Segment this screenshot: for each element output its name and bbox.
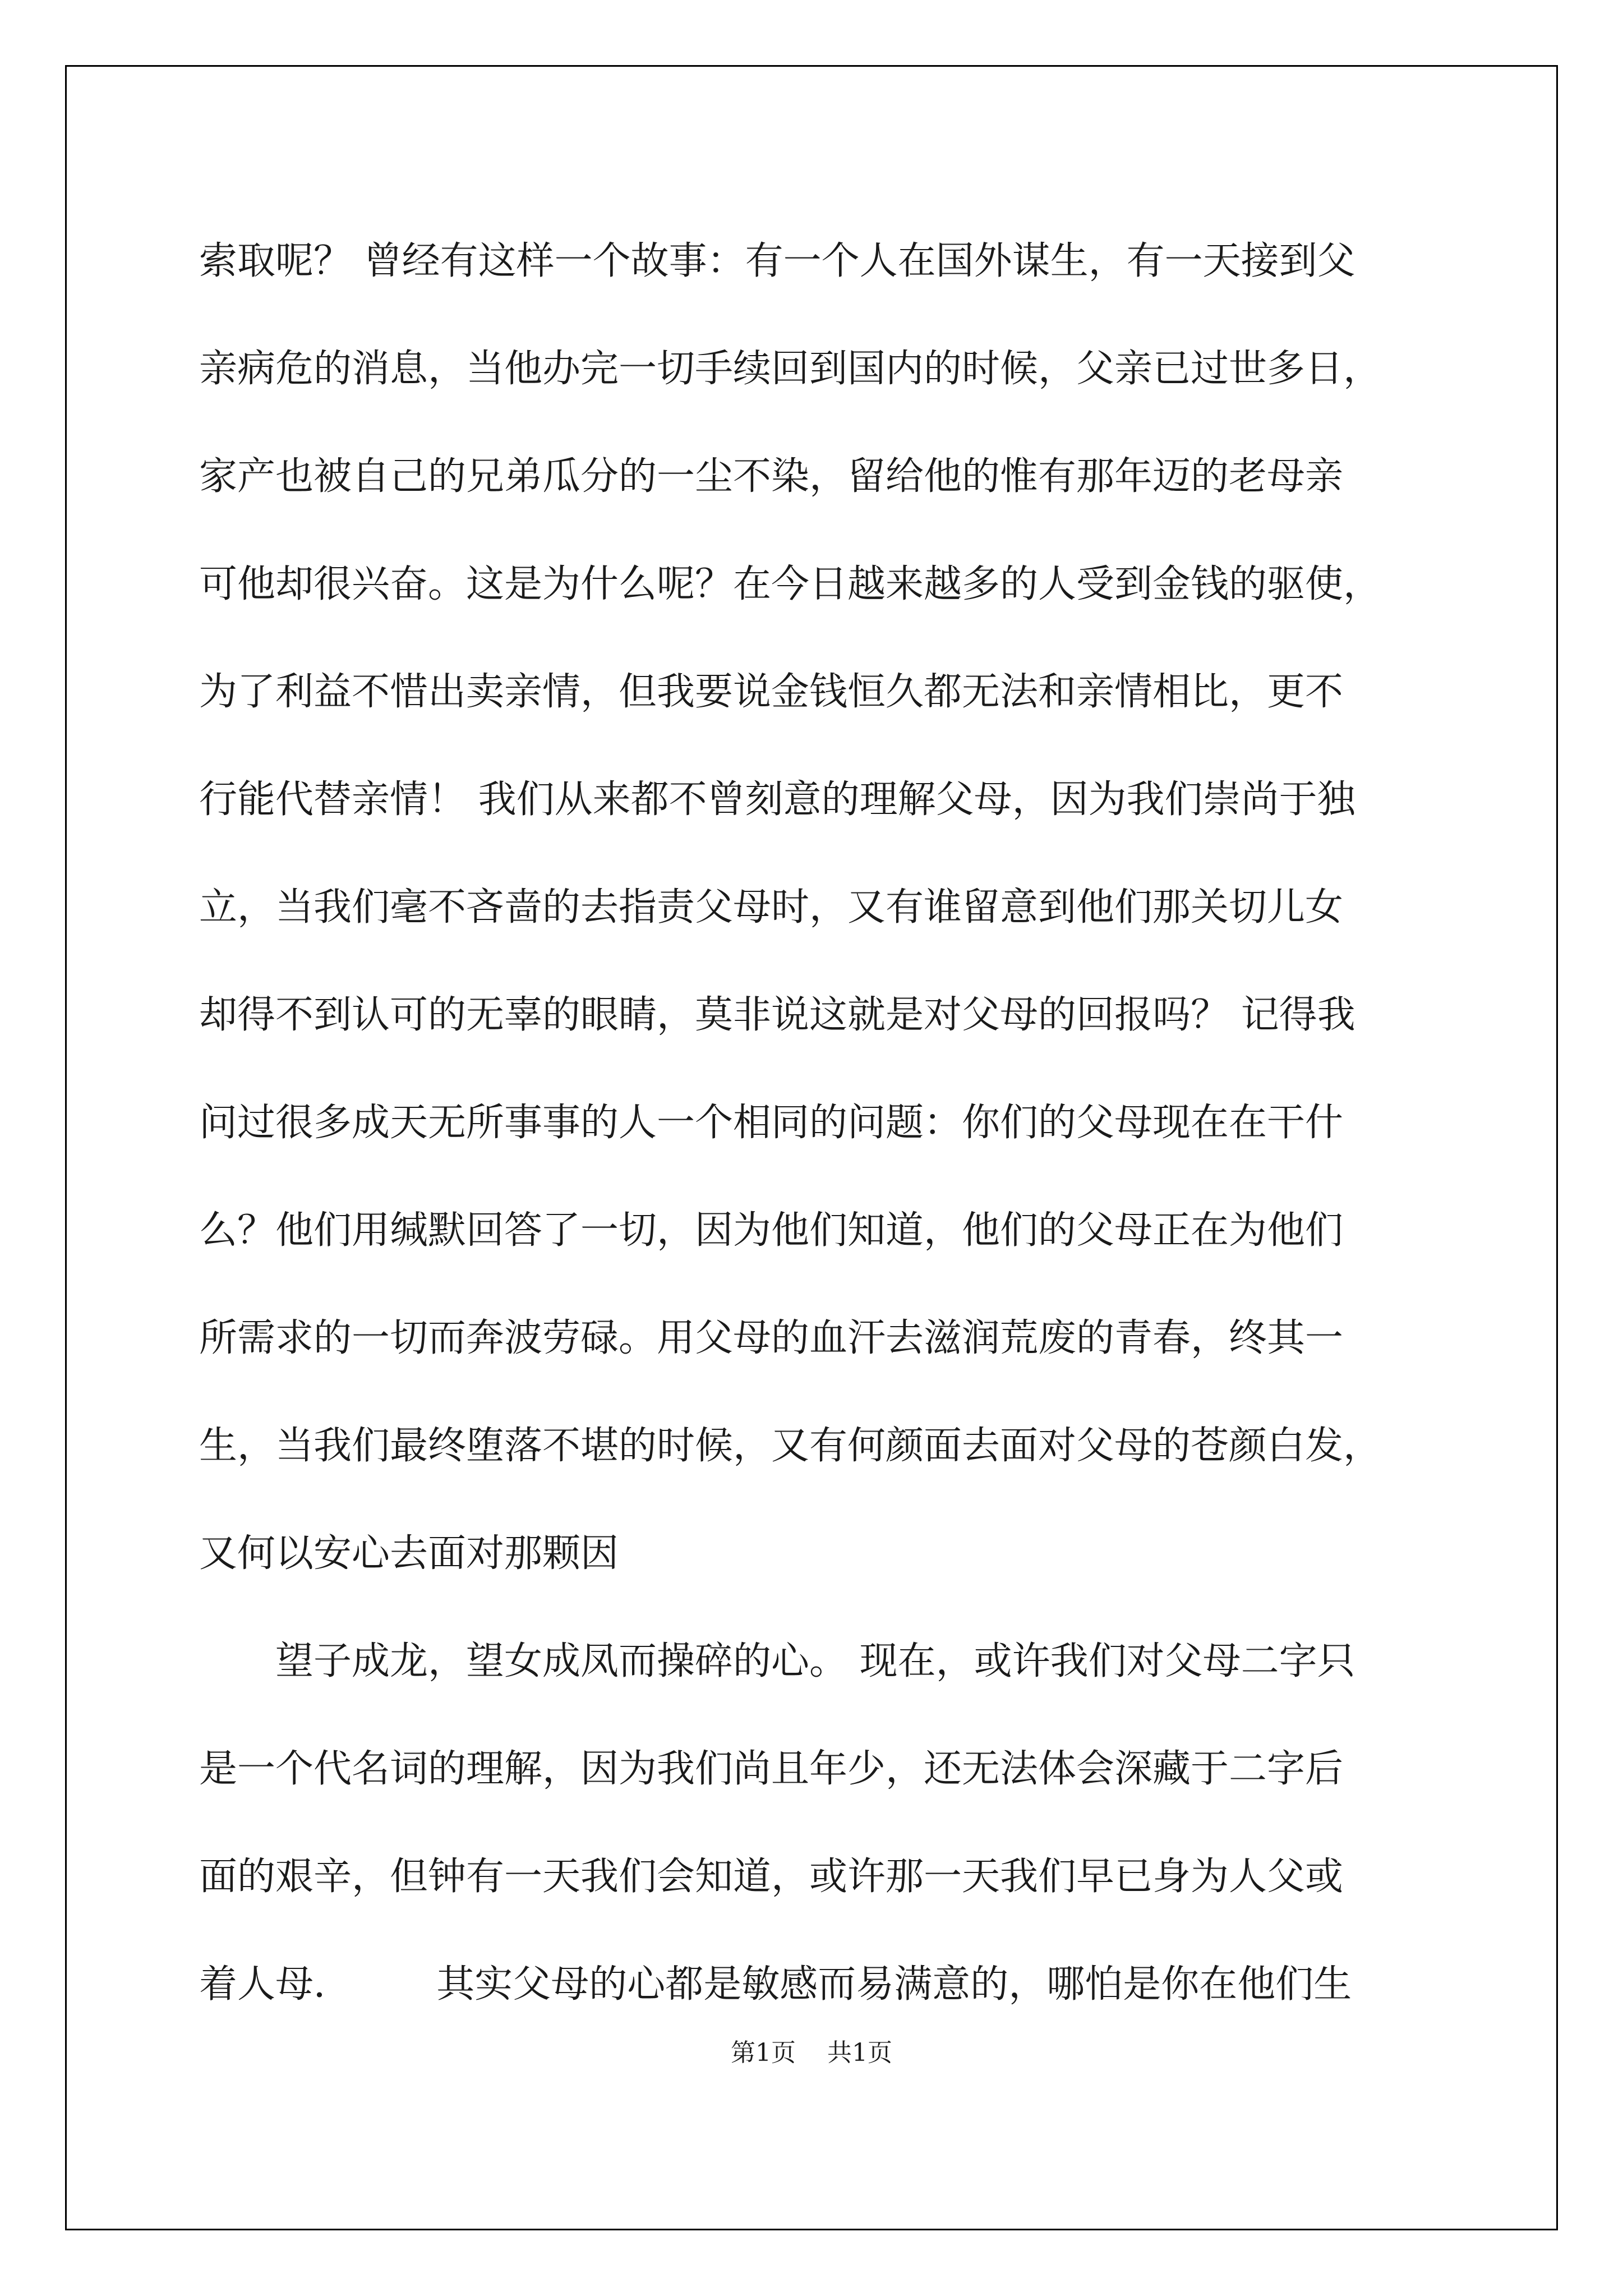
text-line: 所需求的一切而奔波劳碌。用父母的血汗去滋润荒废的青春，终其一 xyxy=(199,1316,1344,1360)
text-line: 是一个代名词的理解，因为我们尚且年少，还无法体会深藏于二字后 xyxy=(199,1747,1344,1791)
text-line: 可他却很兴奋。这是为什么呢？在今日越来越多的人受到金钱的驱使， xyxy=(199,562,1382,606)
text-line: 行能代替亲情！ 我们从来都不曾刻意的理解父母，因为我们崇尚于独 xyxy=(199,777,1355,822)
text-line-indented: 望子成龙，望女成凤而操碎的心。 现在，或许我们对父母二字只 xyxy=(275,1639,1355,1683)
page-number-footer: 第1页 共1页 xyxy=(731,2039,892,2067)
text-line: 却得不到认可的无辜的眼睛，莫非说这就是对父母的回报吗？ 记得我 xyxy=(199,993,1355,1037)
text-line: 为了利益不惜出卖亲情，但我要说金钱恒久都无法和亲情相比，更不 xyxy=(199,670,1344,714)
text-line: 问过很多成天无所事事的人一个相同的问题：你们的父母现在在干什 xyxy=(199,1101,1344,1145)
text-line: 面的艰辛，但钟有一天我们会知道，或许那一天我们早已身为人父或 xyxy=(199,1855,1344,1899)
text-line: 索取呢？ 曾经有这样一个故事：有一个人在国外谋生，有一天接到父 xyxy=(199,239,1355,283)
text-line: 又何以安心去面对那颗因 xyxy=(199,1531,619,1576)
text-line: 么？他们用缄默回答了一切，因为他们知道，他们的父母正在为他们 xyxy=(199,1208,1344,1253)
text-line: 着人母． 其实父母的心都是敏感而易满意的，哪怕是你在他们生 xyxy=(199,1962,1352,2007)
text-line: 家产也被自己的兄弟瓜分的一尘不染，留给他的惟有那年迈的老母亲 xyxy=(199,454,1344,499)
text-line: 亲病危的消息，当他办完一切手续回到国内的时候，父亲已过世多日， xyxy=(199,347,1382,391)
document-body xyxy=(199,208,1433,2039)
text-line: 生，当我们最终堕落不堪的时候，又有何颜面去面对父母的苍颜白发， xyxy=(199,1424,1382,1468)
text-line: 立，当我们毫不吝啬的去指责父母时，又有谁留意到他们那关切儿女 xyxy=(199,885,1344,930)
